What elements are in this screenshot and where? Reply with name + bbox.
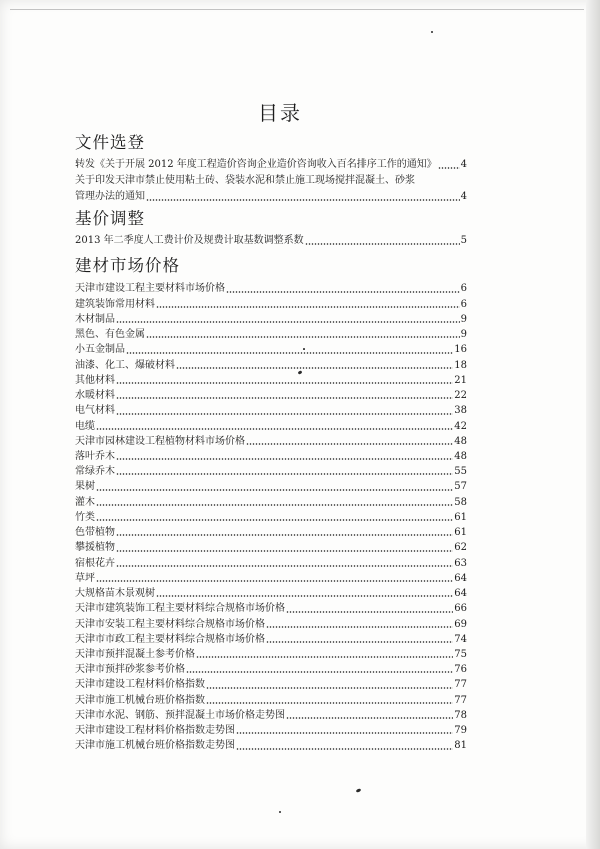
dot-leader (146, 335, 460, 339)
toc-entry-title: 天津市施工机械台班价格指数 (75, 694, 205, 706)
toc-entry-title: 天津市水泥、钢筋、预拌混凝土市场价格走势图 (75, 709, 285, 721)
toc-entry-row (75, 358, 467, 373)
dot-leader (116, 412, 453, 416)
dot-leader (266, 625, 453, 629)
dot-leader (196, 655, 453, 659)
toc-page-number: 4 (460, 191, 467, 202)
dot-leader (246, 442, 453, 446)
toc-entry-title: 2013 年二季度人工费计价及规费计取基数调整系数 (75, 235, 304, 246)
toc-page-number: 63 (454, 557, 467, 569)
toc-entry-row (75, 233, 467, 249)
toc-entry (75, 586, 467, 601)
toc-entry (75, 510, 467, 525)
toc-page-number: 6 (460, 298, 467, 310)
section-heading: 基价调整 (75, 209, 145, 228)
dot-leader (116, 472, 453, 476)
dot-leader (126, 351, 453, 355)
dot-leader (116, 396, 453, 400)
toc-section (75, 208, 467, 249)
toc-page-number: 48 (454, 450, 467, 462)
toc-entry-row (75, 571, 467, 586)
toc-entry-row (75, 297, 467, 312)
toc-entry-row (75, 373, 467, 388)
toc-entry-row (75, 708, 467, 723)
toc-page-number: 42 (454, 420, 467, 432)
toc-entry (75, 312, 467, 327)
toc-page-number: 62 (454, 542, 467, 554)
toc-entry (75, 281, 467, 296)
toc-entry (75, 403, 467, 418)
dot-leader (96, 503, 453, 507)
toc-entry-row (75, 617, 467, 632)
toc-entry (75, 233, 467, 249)
toc-entry (75, 738, 467, 753)
toc-page-number: 9 (460, 329, 467, 341)
toc-entry (75, 662, 467, 677)
toc-entry-title: 天津市建筑装饰工程主要材料综合规格市场价格 (75, 603, 285, 615)
toc-entry (75, 495, 467, 510)
toc-entry-title: 天津市建设工程主要材料市场价格 (75, 283, 225, 295)
toc-entry (75, 723, 467, 738)
toc-entry-title: 攀援植物 (75, 542, 115, 554)
toc-entry (75, 540, 467, 555)
toc-entry-row (75, 586, 467, 601)
toc-page-number: 81 (454, 740, 467, 752)
toc-entry (75, 434, 467, 449)
dot-leader (286, 610, 453, 614)
dot-leader (206, 686, 453, 690)
toc-section (75, 132, 467, 205)
toc-page-number: 77 (454, 694, 467, 706)
section-heading: 建材市场价格 (75, 256, 180, 275)
toc-entry (75, 647, 467, 662)
dot-leader (236, 731, 453, 735)
dot-leader (226, 290, 460, 294)
toc-entry-title: 转发《关于开展 2012 年度工程造价咨询企业造价咨询收入百名排序工作的通知》 (75, 159, 437, 170)
table-of-contents (75, 100, 467, 754)
toc-entry-row (75, 510, 467, 525)
toc-page-number: 78 (454, 709, 467, 721)
toc-entry-title: 其他材料 (75, 374, 115, 386)
toc-entry-row (75, 693, 467, 708)
ink-speck (279, 811, 281, 813)
dot-leader (305, 242, 460, 246)
toc-entry (75, 419, 467, 434)
toc-page-number: 64 (454, 588, 467, 600)
toc-entry-title: 天津市市政工程主要材料综合规格市场价格 (75, 633, 265, 645)
toc-entry-title: 油漆、化工、爆破材料 (75, 359, 175, 371)
toc-page-number: 6 (460, 283, 467, 295)
toc-entry-title: 黑色、有色金属 (75, 329, 145, 341)
toc-entry-list (75, 233, 467, 249)
toc-entry-title: 天津市施工机械台班价格指数走势图 (75, 740, 235, 752)
toc-entry-row (75, 601, 467, 616)
toc-entry-list (75, 157, 467, 205)
toc-entry-row (75, 662, 467, 677)
toc-page-number: 77 (454, 679, 467, 691)
dot-leader (156, 305, 460, 309)
toc-entry-list (75, 281, 467, 753)
toc-entry-title: 管理办法的通知 (75, 191, 145, 202)
toc-entry-title: 水暖材料 (75, 390, 115, 402)
toc-entry-title: 建筑装饰常用材料 (75, 298, 155, 310)
toc-entry-title: 大规格苗木景观树 (75, 588, 155, 600)
dot-leader (96, 518, 453, 522)
dot-leader (156, 594, 453, 598)
dot-leader (206, 701, 453, 705)
section-heading: 文件选登 (75, 133, 145, 152)
toc-page-number: 9 (460, 313, 467, 325)
toc-page-number: 61 (454, 511, 467, 523)
toc-entry (75, 388, 467, 403)
toc-page-number: 5 (460, 235, 467, 246)
toc-entry-row (75, 281, 467, 296)
toc-page-number: 66 (454, 603, 467, 615)
dot-leader (286, 716, 453, 720)
toc-entry (75, 157, 467, 173)
dot-leader (186, 670, 453, 674)
toc-entry-row (75, 388, 467, 403)
toc-entry-title: 木材制品 (75, 313, 115, 325)
toc-page-number: 16 (454, 344, 467, 356)
toc-section (75, 255, 467, 754)
toc-entry-title: 天津市预拌混凝土参考价格 (75, 649, 195, 661)
toc-entry-row (75, 419, 467, 434)
toc-entry (75, 342, 467, 357)
toc-entry-title: 落叶乔木 (75, 450, 115, 462)
dot-leader (116, 457, 453, 461)
toc-page-number: 61 (454, 527, 467, 539)
toc-entry (75, 601, 467, 616)
toc-entry-row (75, 540, 467, 555)
toc-entry-title: 电缆 (75, 420, 95, 432)
toc-entry-row (75, 495, 467, 510)
toc-entry-title: 果树 (75, 481, 95, 493)
toc-entry-title: 常绿乔木 (75, 466, 115, 478)
toc-entry-title: 天津市安装工程主要材料综合规格市场价格 (75, 618, 265, 630)
toc-page-number: 55 (454, 466, 467, 478)
toc-entry (75, 617, 467, 632)
toc-entry-row (75, 677, 467, 692)
dot-leader (116, 533, 453, 537)
toc-entry-row (75, 449, 467, 464)
toc-entry (75, 677, 467, 692)
dot-leader (96, 488, 453, 492)
dot-leader (116, 320, 460, 324)
toc-entry-title: 天津市园林建设工程植物材料市场价格 (75, 435, 245, 447)
toc-entry (75, 358, 467, 373)
dot-leader (176, 366, 453, 370)
dot-leader (266, 640, 453, 644)
dot-leader (236, 747, 453, 751)
dot-leader (116, 549, 453, 553)
toc-entry-row (75, 342, 467, 357)
scan-edge-top (10, 9, 584, 10)
toc-entry-row (75, 434, 467, 449)
toc-page-number: 76 (454, 664, 467, 676)
toc-page-number: 4 (460, 159, 467, 170)
toc-page-number: 57 (454, 481, 467, 493)
toc-page-number: 79 (454, 725, 467, 737)
toc-page-number: 38 (454, 405, 467, 417)
toc-entry-title: 天津市预拌砂浆参考价格 (75, 664, 185, 676)
toc-entry (75, 479, 467, 494)
toc-entry-title: 草坪 (75, 572, 95, 584)
toc-entry (75, 373, 467, 388)
toc-entry-row (75, 157, 467, 173)
dot-leader (116, 564, 453, 568)
toc-entry-title: 灌木 (75, 496, 95, 508)
toc-entry (75, 632, 467, 647)
dot-leader (116, 381, 453, 385)
toc-page-number: 21 (454, 374, 467, 386)
toc-entry (75, 556, 467, 571)
toc-entry (75, 571, 467, 586)
toc-page-number: 74 (454, 633, 467, 645)
toc-entry-title: 电气材料 (75, 405, 115, 417)
toc-entry (75, 525, 467, 540)
toc-page-number: 58 (454, 496, 467, 508)
toc-entry (75, 693, 467, 708)
toc-entry-row (75, 632, 467, 647)
dot-leader (146, 198, 460, 202)
toc-page-number: 75 (454, 649, 467, 661)
scan-edge-right (586, 0, 600, 849)
ink-speck (356, 788, 362, 793)
toc-entry (75, 449, 467, 464)
toc-page-number: 64 (454, 572, 467, 584)
ink-speck (431, 31, 433, 33)
toc-entry-title: 天津市建设工程材料价格指数 (75, 679, 205, 691)
toc-entry-row (75, 479, 467, 494)
toc-entry (75, 327, 467, 342)
toc-page-number: 18 (454, 359, 467, 371)
toc-entry-title: 竹类 (75, 511, 95, 523)
toc-entry (75, 173, 467, 205)
dot-leader (96, 579, 453, 583)
toc-entry-title: 宿根花卉 (75, 557, 115, 569)
toc-entry-title: 色带植物 (75, 527, 115, 539)
toc-entry-row (75, 723, 467, 738)
toc-entry-title: 小五金制品 (75, 344, 125, 356)
dot-leader (96, 427, 453, 431)
toc-entry-title: 天津市建设工程材料价格指数走势图 (75, 725, 235, 737)
toc-entry-row (75, 464, 467, 479)
toc-entry-row (75, 647, 467, 662)
toc-page-number: 22 (454, 390, 467, 402)
toc-page-number: 48 (454, 435, 467, 447)
toc-entry-first-line: 关于印发天津市禁止使用粘土砖、袋装水泥和禁止施工现场搅拌混凝土、砂浆 (75, 175, 415, 186)
toc-entry-row (75, 525, 467, 540)
toc-entry-row (75, 403, 467, 418)
page-title: 目录 (258, 101, 302, 125)
dot-leader (438, 166, 460, 170)
toc-entry-row (75, 327, 467, 342)
toc-entry (75, 297, 467, 312)
toc-entry (75, 464, 467, 479)
toc-entry-row (75, 189, 467, 205)
toc-entry-row (75, 312, 467, 327)
toc-page-number: 69 (454, 618, 467, 630)
toc-entry (75, 708, 467, 723)
toc-entry-row (75, 738, 467, 753)
toc-entry-row (75, 556, 467, 571)
